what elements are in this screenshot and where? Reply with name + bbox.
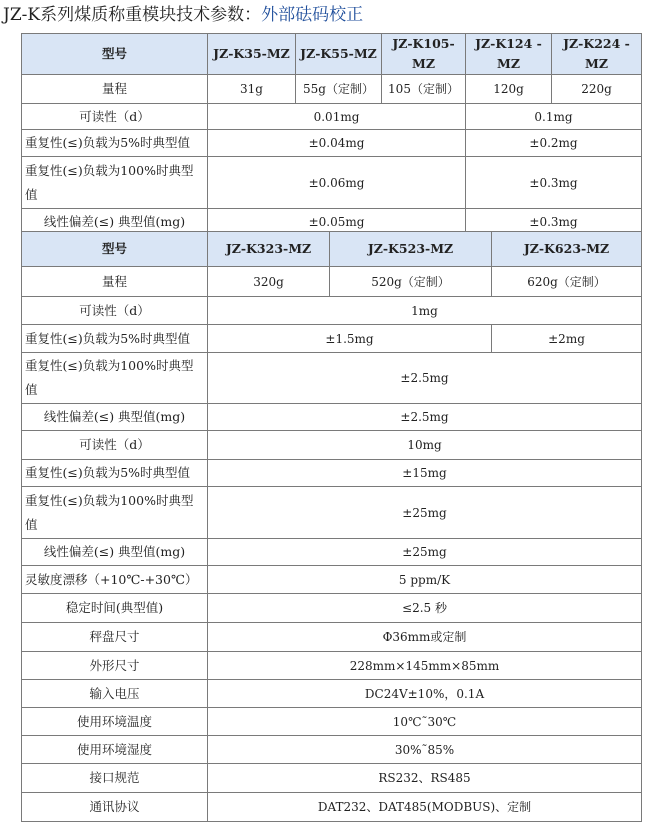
- table-row: [22, 793, 642, 822]
- row-label: 输入电压: [22, 680, 208, 708]
- range-cell: 120g: [466, 75, 552, 104]
- table-row: [22, 652, 642, 680]
- row-label: 外形尺寸: [22, 652, 208, 680]
- row-label: 量程: [22, 267, 208, 297]
- table-row: [22, 487, 642, 539]
- value-cell: ±25mg: [208, 487, 642, 539]
- model-cell: JZ-K105-MZ: [382, 34, 466, 75]
- value-cell: 0.01mg: [208, 104, 466, 130]
- value-cell: 0.1mg: [466, 104, 642, 130]
- value-cell: ±2mg: [492, 325, 642, 353]
- model-cell: JZ-K523-MZ: [330, 232, 492, 267]
- table-row: [22, 232, 642, 267]
- row-label: 灵敏度漂移（+10℃-+30℃）: [22, 566, 208, 594]
- row-label: 可读性（d）: [22, 297, 208, 325]
- row-label: 稳定时间(典型值): [22, 594, 208, 623]
- value-cell: ±0.3mg: [466, 157, 642, 209]
- page-title: [3, 2, 363, 28]
- row-label: 重复性(≤)负载为100%时典型值: [22, 157, 208, 209]
- row-label: 通讯协议: [22, 793, 208, 822]
- range-cell: 620g（定制）: [492, 267, 642, 297]
- value-cell: DAT232、DAT485(MODBUS)、定制: [208, 793, 642, 822]
- value-cell: 10mg: [208, 431, 642, 460]
- value-cell: ±2.5mg: [208, 353, 642, 404]
- model-cell: JZ-K323-MZ: [208, 232, 330, 267]
- table-row: [22, 460, 642, 487]
- table-row: [22, 736, 642, 764]
- value-cell: ±15mg: [208, 460, 642, 487]
- value-cell: Φ36mm或定制: [208, 623, 642, 652]
- value-cell: ±0.04mg: [208, 130, 466, 157]
- value-cell: 1mg: [208, 297, 642, 325]
- row-label: 秤盘尺寸: [22, 623, 208, 652]
- row-label: 可读性（d）: [22, 104, 208, 130]
- value-cell: ±0.05mg: [208, 209, 466, 236]
- table-row: [22, 130, 642, 157]
- model-cell: JZ-K35-MZ: [208, 34, 296, 75]
- range-cell: 520g（定制）: [330, 267, 492, 297]
- row-label: 重复性(≤)负载为5%时典型值: [22, 325, 208, 353]
- model-header: 型号: [22, 232, 208, 267]
- table-row: [22, 623, 642, 652]
- value-cell: ≤2.5 秒: [208, 594, 642, 623]
- model-cell: JZ-K124 -MZ: [466, 34, 552, 75]
- table-row: [22, 404, 642, 431]
- model-cell: JZ-K55-MZ: [296, 34, 382, 75]
- row-label: 重复性(≤)负载为5%时典型值: [22, 130, 208, 157]
- table-row: [22, 566, 642, 594]
- range-cell: 31g: [208, 75, 296, 104]
- row-label: 线性偏差(≤) 典型值(mg): [22, 539, 208, 566]
- title-accent: 外部砝码校正: [261, 5, 364, 25]
- row-label: 使用环境湿度: [22, 736, 208, 764]
- row-label: 重复性(≤)负载为100%时典型值: [22, 487, 208, 539]
- value-cell: ±0.3mg: [466, 209, 642, 236]
- value-cell: 30%˜85%: [208, 736, 642, 764]
- range-cell: 320g: [208, 267, 330, 297]
- row-label: 使用环境温度: [22, 708, 208, 736]
- table-row: [22, 104, 642, 130]
- table-row: [22, 267, 642, 297]
- table-row: [22, 297, 642, 325]
- value-cell: 228mm×145mm×85mm: [208, 652, 642, 680]
- row-label: 线性偏差(≤) 典型值(mg): [22, 404, 208, 431]
- value-cell: DC24V±10%，0.1A: [208, 680, 642, 708]
- spec-table-1: [21, 33, 642, 236]
- value-cell: 5 ppm/K: [208, 566, 642, 594]
- table-row: [22, 764, 642, 793]
- row-label: 可读性（d）: [22, 431, 208, 460]
- value-cell: ±0.06mg: [208, 157, 466, 209]
- table-row: [22, 594, 642, 623]
- table-row: [22, 325, 642, 353]
- value-cell: RS232、RS485: [208, 764, 642, 793]
- table-row: [22, 157, 642, 209]
- row-label: 接口规范: [22, 764, 208, 793]
- value-cell: ±25mg: [208, 539, 642, 566]
- row-label: 线性偏差(≤) 典型值(mg): [22, 209, 208, 236]
- table-row: [22, 680, 642, 708]
- range-cell: 105（定制）: [382, 75, 466, 104]
- table-row: [22, 431, 642, 460]
- range-cell: 55g（定制）: [296, 75, 382, 104]
- model-cell: JZ-K224 -MZ: [552, 34, 642, 75]
- table-row: [22, 539, 642, 566]
- row-label: 重复性(≤)负载为5%时典型值: [22, 460, 208, 487]
- title-prefix: JZ-K系列煤质称重模块技术参数：: [3, 5, 262, 25]
- table-row: [22, 75, 642, 104]
- value-cell: 10℃˜30℃: [208, 708, 642, 736]
- spec-table-2: [21, 231, 642, 822]
- row-label: 量程: [22, 75, 208, 104]
- row-label: 重复性(≤)负载为100%时典型值: [22, 353, 208, 404]
- value-cell: ±2.5mg: [208, 404, 642, 431]
- table-row: [22, 353, 642, 404]
- model-cell: JZ-K623-MZ: [492, 232, 642, 267]
- range-cell: 220g: [552, 75, 642, 104]
- value-cell: ±0.2mg: [466, 130, 642, 157]
- table-row: [22, 34, 642, 75]
- model-header: 型号: [22, 34, 208, 75]
- value-cell: ±1.5mg: [208, 325, 492, 353]
- table-row: [22, 708, 642, 736]
